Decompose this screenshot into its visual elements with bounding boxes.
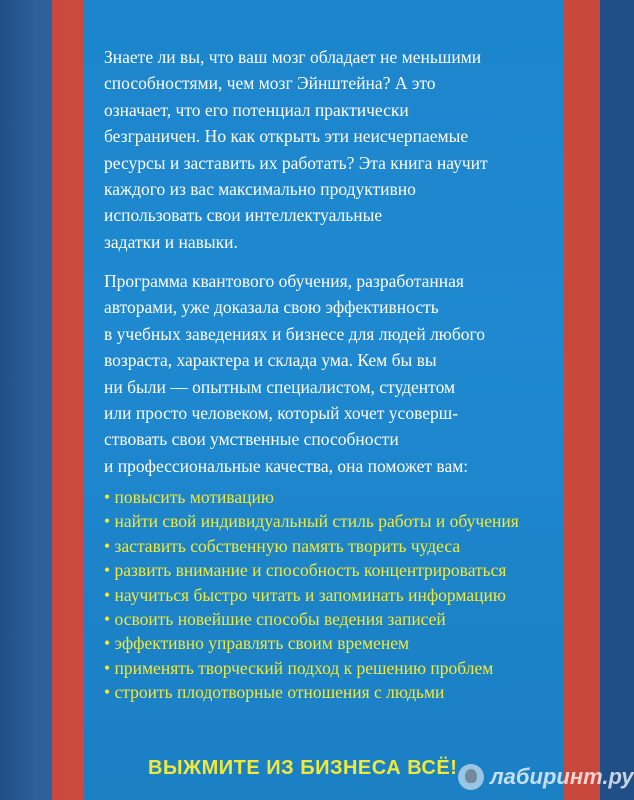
slogan: ВЫЖМИТЕ ИЗ БИЗНЕСА ВСЁ! [148, 757, 458, 779]
labirint-logo-icon [458, 764, 484, 790]
watermark [458, 764, 634, 790]
list-item: • повысить мотивацию [104, 487, 274, 507]
list-item: • развить внимание и способность концентрироваться [104, 560, 507, 581]
watermark-text: лабиринт.ру [490, 764, 634, 789]
program-paragraph: Программа квантового обучения, разработанная авторами, уже доказала свою эффективность в учебных заведениях и бизнесе для людей любого возраста, характера и склада ума. Кем бы вы ни были — опытным специалистом, студентом или просто человеком, который хочет усоверш- ствовать свои умственные способности и профессиональные качества, она поможет вам: [104, 271, 486, 476]
benefits-list [104, 485, 519, 705]
intro-paragraph: Знаете ли вы, что ваш мозг обладает не меньшими способностями, чем мозг Эйнштейна? А это означает, что его потенциал практически безграничен. Но как открыть эти неисчерпаемые ресурсы и заставить их работать? Эта книга научит каждого из вас максимально продуктивно использовать свои интеллектуальные задатки и навыки. [104, 47, 488, 252]
list-item: • заставить собственную память творить чудеса [104, 535, 461, 556]
list-item: • строить плодотворные отношения с людьми [104, 682, 445, 703]
list-item: • применять творческий подход к решению проблем [104, 657, 494, 678]
list-item: • найти свой индивидуальный стиль работы и обучения [104, 511, 519, 532]
list-item: • научиться быстро читать и запоминать информацию [104, 584, 506, 605]
list-item: • эффективно управлять своим временем [104, 633, 410, 654]
list-item: • освоить новейшие способы ведения записей [104, 609, 446, 630]
